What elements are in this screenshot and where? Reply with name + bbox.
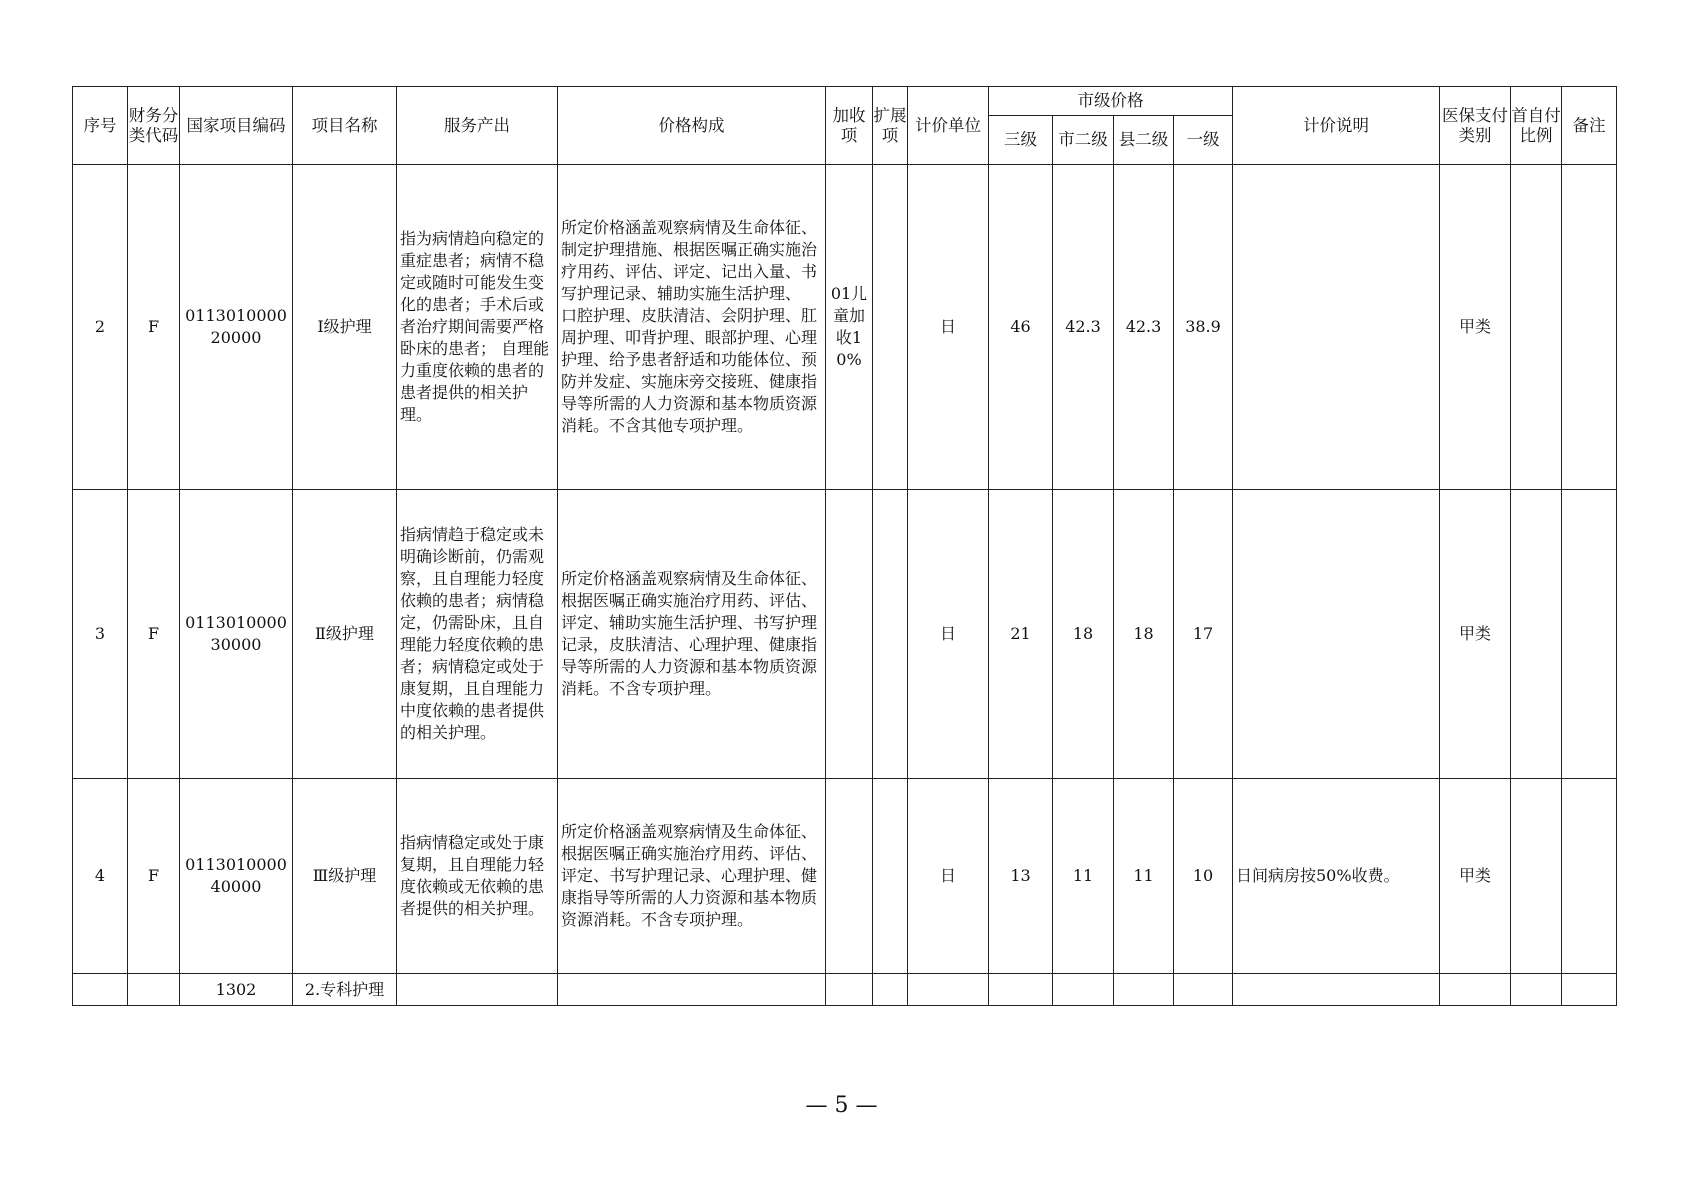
cell-surcharge [826, 490, 873, 779]
cell-level3: 21 [989, 490, 1053, 779]
cell-seq: 3 [73, 490, 128, 779]
cell-remark [1562, 165, 1617, 490]
header-level1: 一级 [1174, 116, 1233, 165]
cell-service: 指病情趋于稳定或未明确诊断前，仍需观察，且自理能力轻度依赖的患者；病情稳定，仍需卧床，且自理能力轻度依赖的患者；病情稳定或处于康复期，且自理能力中度依赖的患者提供的相关护理。 [397, 490, 558, 779]
header-insurance-type: 医保支付类别 [1440, 87, 1511, 165]
cell-extension [873, 490, 908, 779]
header-fin-code: 财务分类代码 [128, 87, 180, 165]
cell-self-pay [1511, 490, 1562, 779]
cell-county-level2: 11 [1114, 779, 1174, 974]
cell-unit [908, 974, 989, 1006]
price-table [72, 86, 1617, 1006]
cell-fin-code: F [128, 490, 180, 779]
cell-nat-code: 011301000040000 [180, 779, 293, 974]
cell-name: 2.专科护理 [293, 974, 397, 1006]
header-seq: 序号 [73, 87, 128, 165]
page-number: — 5 — [805, 1093, 878, 1118]
cell-city-level2: 18 [1053, 490, 1114, 779]
cell-self-pay [1511, 165, 1562, 490]
cell-insurance-type: 甲类 [1440, 779, 1511, 974]
header-remark: 备注 [1562, 87, 1617, 165]
header-name: 项目名称 [293, 87, 397, 165]
table-row [73, 490, 1617, 779]
cell-fin-code: F [128, 165, 180, 490]
cell-surcharge [826, 974, 873, 1006]
cell-city-level2 [1053, 974, 1114, 1006]
cell-fin-code: F [128, 779, 180, 974]
header-nat-code: 国家项目编码 [180, 87, 293, 165]
cell-city-level2: 11 [1053, 779, 1114, 974]
header-self-pay: 首自付比例 [1511, 87, 1562, 165]
cell-extension [873, 974, 908, 1006]
cell-county-level2: 42.3 [1114, 165, 1174, 490]
cell-insurance-type: 甲类 [1440, 490, 1511, 779]
cell-seq [73, 974, 128, 1006]
cell-level1: 10 [1174, 779, 1233, 974]
cell-price-composition [558, 974, 826, 1006]
cell-level1 [1174, 974, 1233, 1006]
cell-level3: 13 [989, 779, 1053, 974]
cell-name: Ⅲ级护理 [293, 779, 397, 974]
cell-level3: 46 [989, 165, 1053, 490]
cell-pricing-note [1233, 165, 1440, 490]
price-table-sheet [72, 86, 1616, 1006]
header-service: 服务产出 [397, 87, 558, 165]
cell-pricing-note [1233, 490, 1440, 779]
cell-self-pay [1511, 779, 1562, 974]
cell-fin-code [128, 974, 180, 1006]
cell-level3 [989, 974, 1053, 1006]
cell-unit: 日 [908, 779, 989, 974]
cell-level1: 17 [1174, 490, 1233, 779]
cell-price-composition: 所定价格涵盖观察病情及生命体征、根据医嘱正确实施治疗用药、评估、评定、书写护理记录、心理护理、健康指导等所需的人力资源和基本物质资源消耗。不含专项护理。 [558, 779, 826, 974]
header-extension: 扩展项 [873, 87, 908, 165]
header-row-top [73, 87, 1617, 116]
cell-seq: 2 [73, 165, 128, 490]
cell-price-composition: 所定价格涵盖观察病情及生命体征、制定护理措施、根据医嘱正确实施治疗用药、评估、评定、记出入量、书写护理记录、辅助实施生活护理、 口腔护理、皮肤清洁、会阴护理、肛周护理、叩背护理、眼部护理、心理护理、给予患者舒适和功能体位、预防并发症、实施床旁交接班、健康指导等所需的人力资源和基本物质资源消耗。不含其他专项护理。 [558, 165, 826, 490]
header-city-price: 市级价格 [989, 87, 1233, 116]
cell-remark [1562, 974, 1617, 1006]
header-level3: 三级 [989, 116, 1053, 165]
cell-service [397, 974, 558, 1006]
table-row-section-header [73, 974, 1617, 1006]
cell-unit: 日 [908, 165, 989, 490]
header-pricing-note: 计价说明 [1233, 87, 1440, 165]
cell-service: 指病情稳定或处于康复期，且自理能力轻度依赖或无依赖的患者提供的相关护理。 [397, 779, 558, 974]
cell-insurance-type [1440, 974, 1511, 1006]
cell-insurance-type: 甲类 [1440, 165, 1511, 490]
header-surcharge: 加收项 [826, 87, 873, 165]
header-city-level2: 市二级 [1053, 116, 1114, 165]
cell-county-level2 [1114, 974, 1174, 1006]
cell-county-level2: 18 [1114, 490, 1174, 779]
cell-extension [873, 165, 908, 490]
cell-unit: 日 [908, 490, 989, 779]
header-unit: 计价单位 [908, 87, 989, 165]
cell-remark [1562, 490, 1617, 779]
cell-city-level2: 42.3 [1053, 165, 1114, 490]
cell-nat-code: 011301000020000 [180, 165, 293, 490]
cell-seq: 4 [73, 779, 128, 974]
cell-surcharge [826, 779, 873, 974]
cell-nat-code: 011301000030000 [180, 490, 293, 779]
cell-level1: 38.9 [1174, 165, 1233, 490]
cell-nat-code: 1302 [180, 974, 293, 1006]
header-county-level2: 县二级 [1114, 116, 1174, 165]
cell-self-pay [1511, 974, 1562, 1006]
table-row [73, 165, 1617, 490]
cell-surcharge: 01儿童加收10% [826, 165, 873, 490]
cell-name: Ⅱ级护理 [293, 490, 397, 779]
cell-remark [1562, 779, 1617, 974]
table-row [73, 779, 1617, 974]
cell-price-composition: 所定价格涵盖观察病情及生命体征、根据医嘱正确实施治疗用药、评估、评定、辅助实施生活护理、书写护理记录，皮肤清洁、心理护理、健康指导等所需的人力资源和基本物质资源消耗。不含专项护理。 [558, 490, 826, 779]
header-price-composition: 价格构成 [558, 87, 826, 165]
cell-pricing-note [1233, 974, 1440, 1006]
cell-extension [873, 779, 908, 974]
cell-pricing-note: 日间病房按50%收费。 [1233, 779, 1440, 974]
cell-name: Ⅰ级护理 [293, 165, 397, 490]
cell-service: 指为病情趋向稳定的重症患者；病情不稳定或随时可能发生变化的患者；手术后或者治疗期间需要严格卧床的患者； 自理能力重度依赖的患者的患者提供的相关护理。 [397, 165, 558, 490]
